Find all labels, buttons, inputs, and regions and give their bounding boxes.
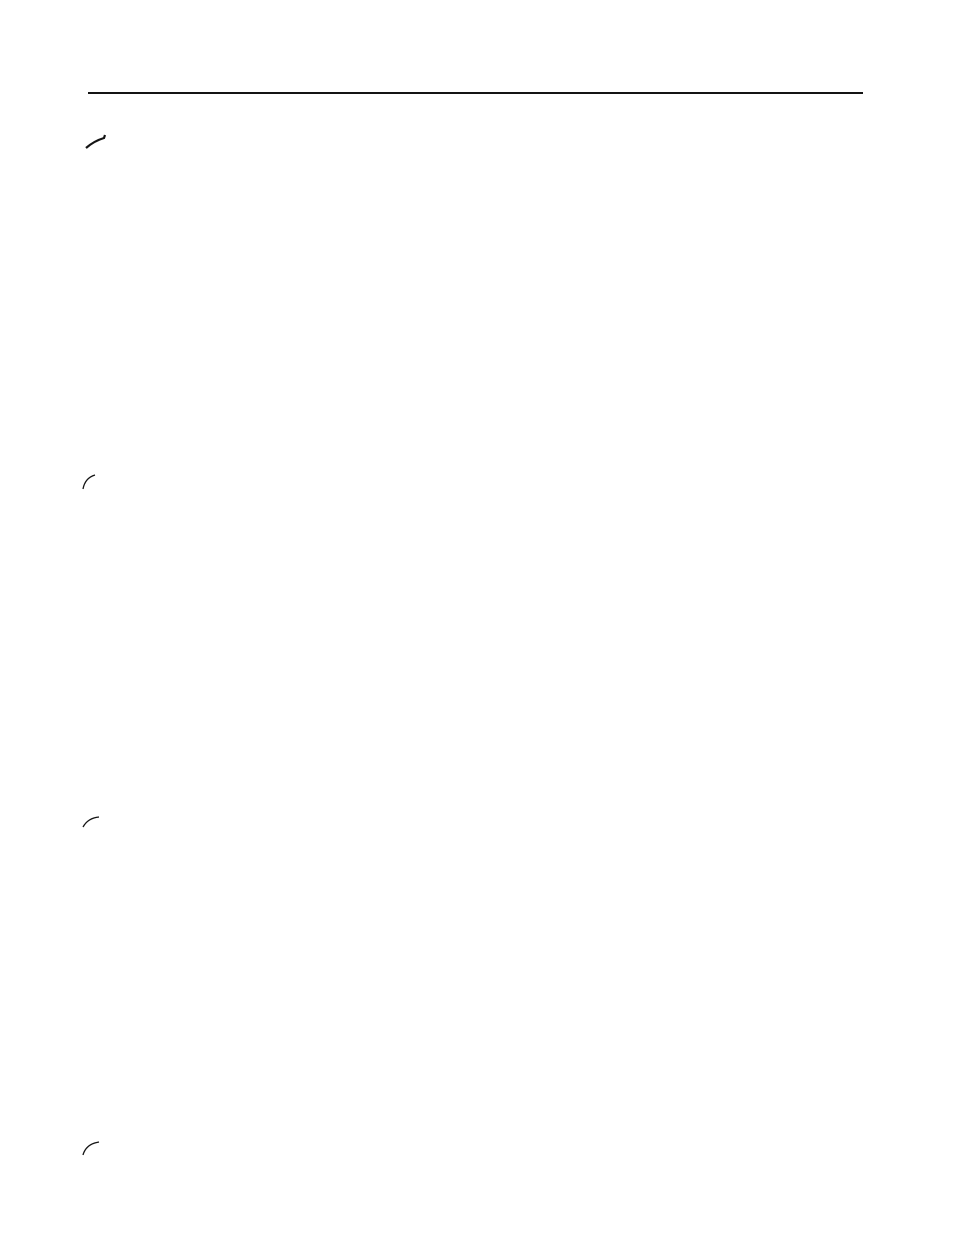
margin-mark <box>80 1136 102 1158</box>
page-header <box>88 89 863 94</box>
margin-mark <box>80 812 102 830</box>
section-heading <box>104 479 862 505</box>
margin-mark <box>84 132 110 152</box>
index-section-clutch <box>104 479 862 506</box>
margin-mark <box>80 472 98 492</box>
